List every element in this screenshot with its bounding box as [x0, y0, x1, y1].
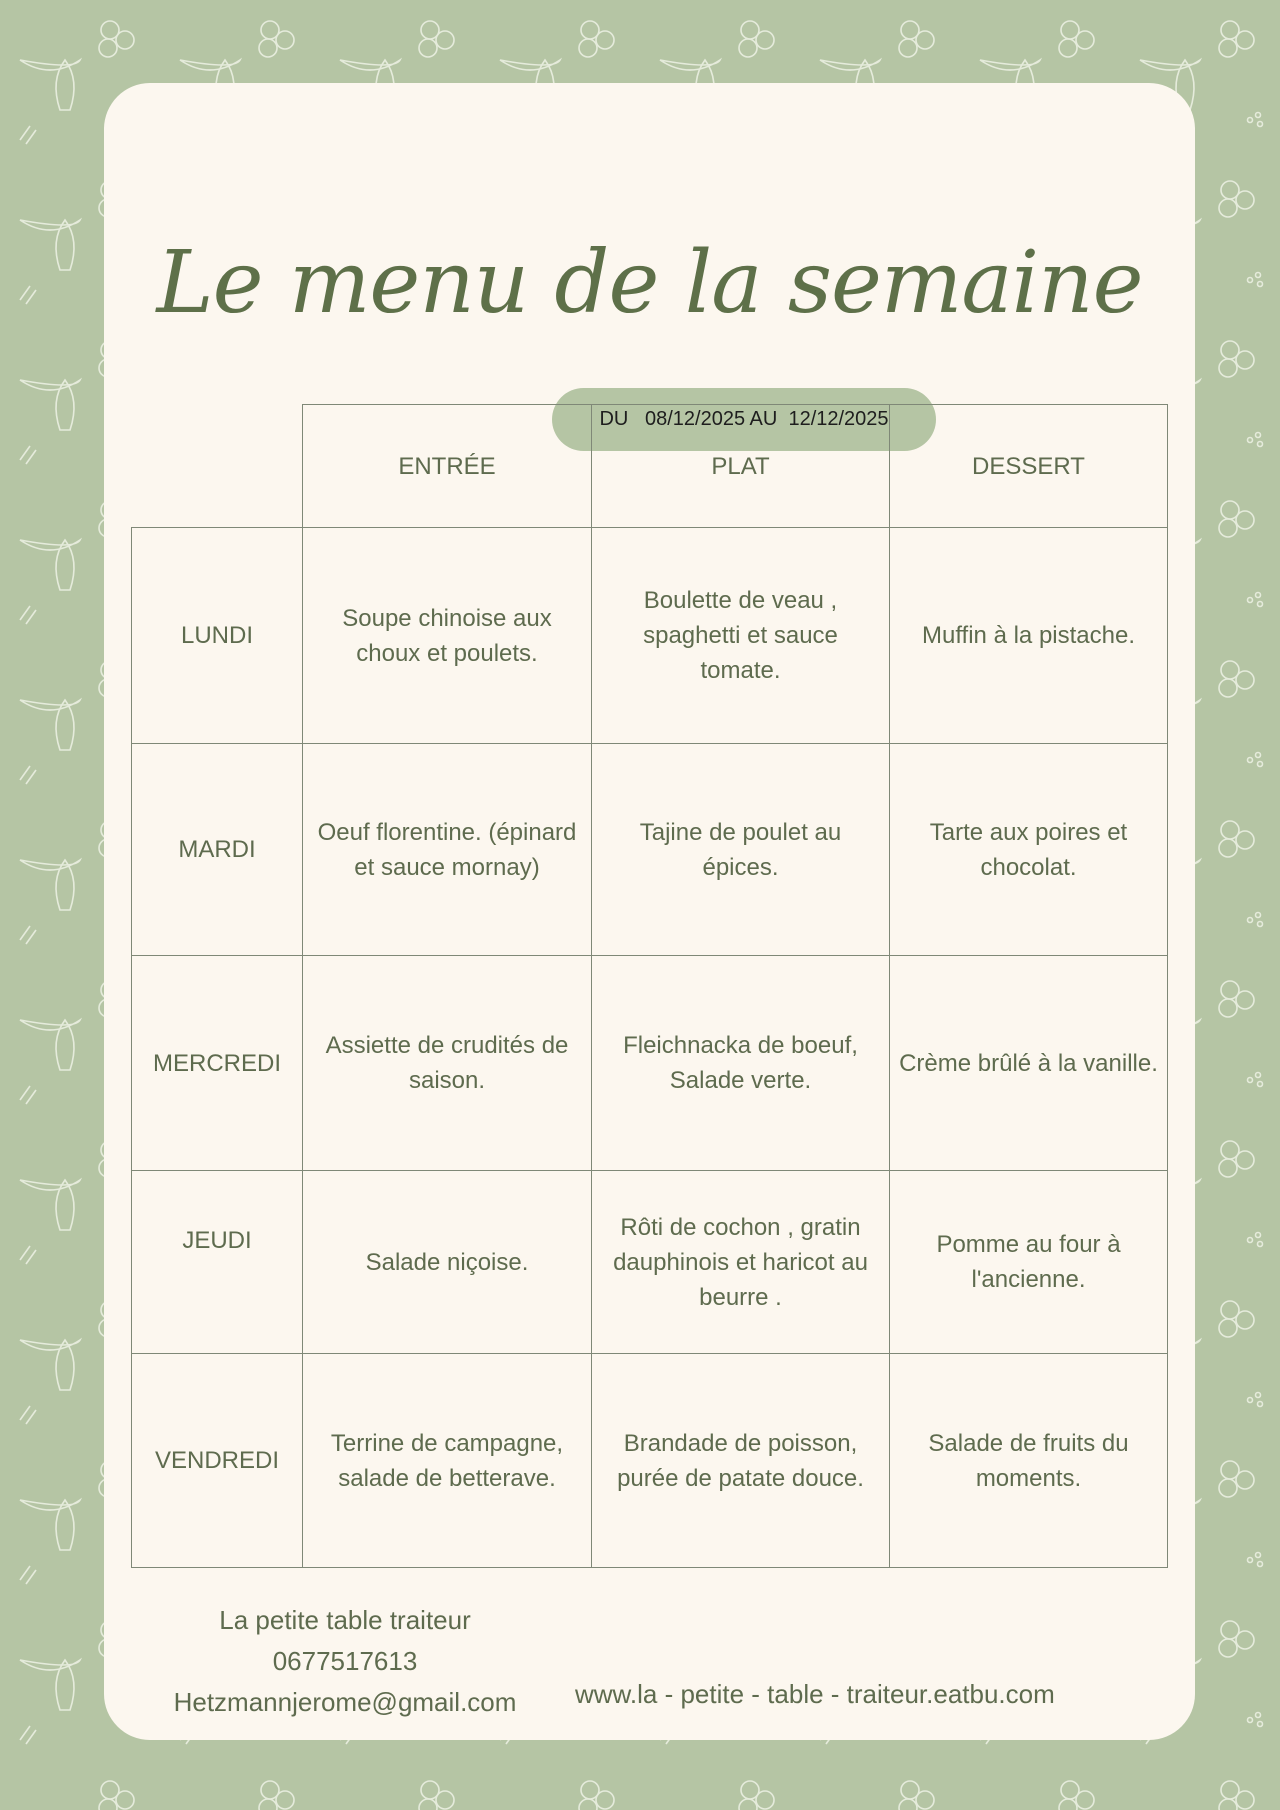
phone-number: 0677517613 — [272, 1646, 418, 1676]
plat-cell: Boulette de veau , spaghetti et sauce tomate. — [592, 528, 890, 744]
table-row — [132, 1354, 1168, 1568]
day-label: VENDREDI — [132, 1354, 303, 1568]
table-row — [132, 956, 1168, 1171]
weekly-menu-table — [131, 404, 1168, 1568]
plat-cell: Tajine de poulet au épices. — [592, 744, 890, 956]
dessert-cell: Tarte aux poires et chocolat. — [890, 744, 1168, 956]
plat-cell: Fleichnacka de boeuf, Salade verte. — [592, 956, 890, 1171]
entree-cell: Salade niçoise. — [303, 1171, 592, 1354]
contact-block — [150, 1600, 540, 1723]
business-name: La petite table traiteur — [219, 1605, 471, 1635]
dessert-cell: Salade de fruits du moments. — [890, 1354, 1168, 1568]
day-label: JEUDI — [132, 1171, 303, 1354]
header-plat: PLAT — [592, 405, 890, 528]
entree-cell: Soupe chinoise aux choux et poulets. — [303, 528, 592, 744]
dessert-cell: Muffin à la pistache. — [890, 528, 1168, 744]
table-row — [132, 1171, 1168, 1354]
plat-cell: Brandade de poisson, purée de patate douce. — [592, 1354, 890, 1568]
table-row — [132, 528, 1168, 744]
entree-cell: Assiette de crudités de saison. — [303, 956, 592, 1171]
day-label: MERCREDI — [132, 956, 303, 1171]
entree-cell: Oeuf florentine. (épinard et sauce mornay) — [303, 744, 592, 956]
plat-cell: Rôti de cochon , gratin dauphinois et haricot au beurre . — [592, 1171, 890, 1354]
corner-cell — [132, 405, 303, 528]
table-row — [132, 744, 1168, 956]
header-dessert: DESSERT — [890, 405, 1168, 528]
dessert-cell: Pomme au four à l'ancienne. — [890, 1171, 1168, 1354]
email-address: Hetzmannjerome@gmail.com — [173, 1687, 517, 1717]
day-label: LUNDI — [132, 528, 303, 744]
header-entree: ENTRÉE — [303, 405, 592, 528]
page-title: Le menu de la semaine — [156, 233, 1143, 333]
entree-cell: Terrine de campagne, salade de betterave. — [303, 1354, 592, 1568]
table-header-row — [132, 405, 1168, 528]
day-label: MARDI — [132, 744, 303, 956]
dessert-cell: Crème brûlé à la vanille. — [890, 956, 1168, 1171]
website-link: www.la - petite - table - traiteur.eatbu.com — [575, 1679, 1055, 1709]
date-range-badge: DU 08/12/2025 AU 12/12/2025 — [552, 388, 936, 451]
